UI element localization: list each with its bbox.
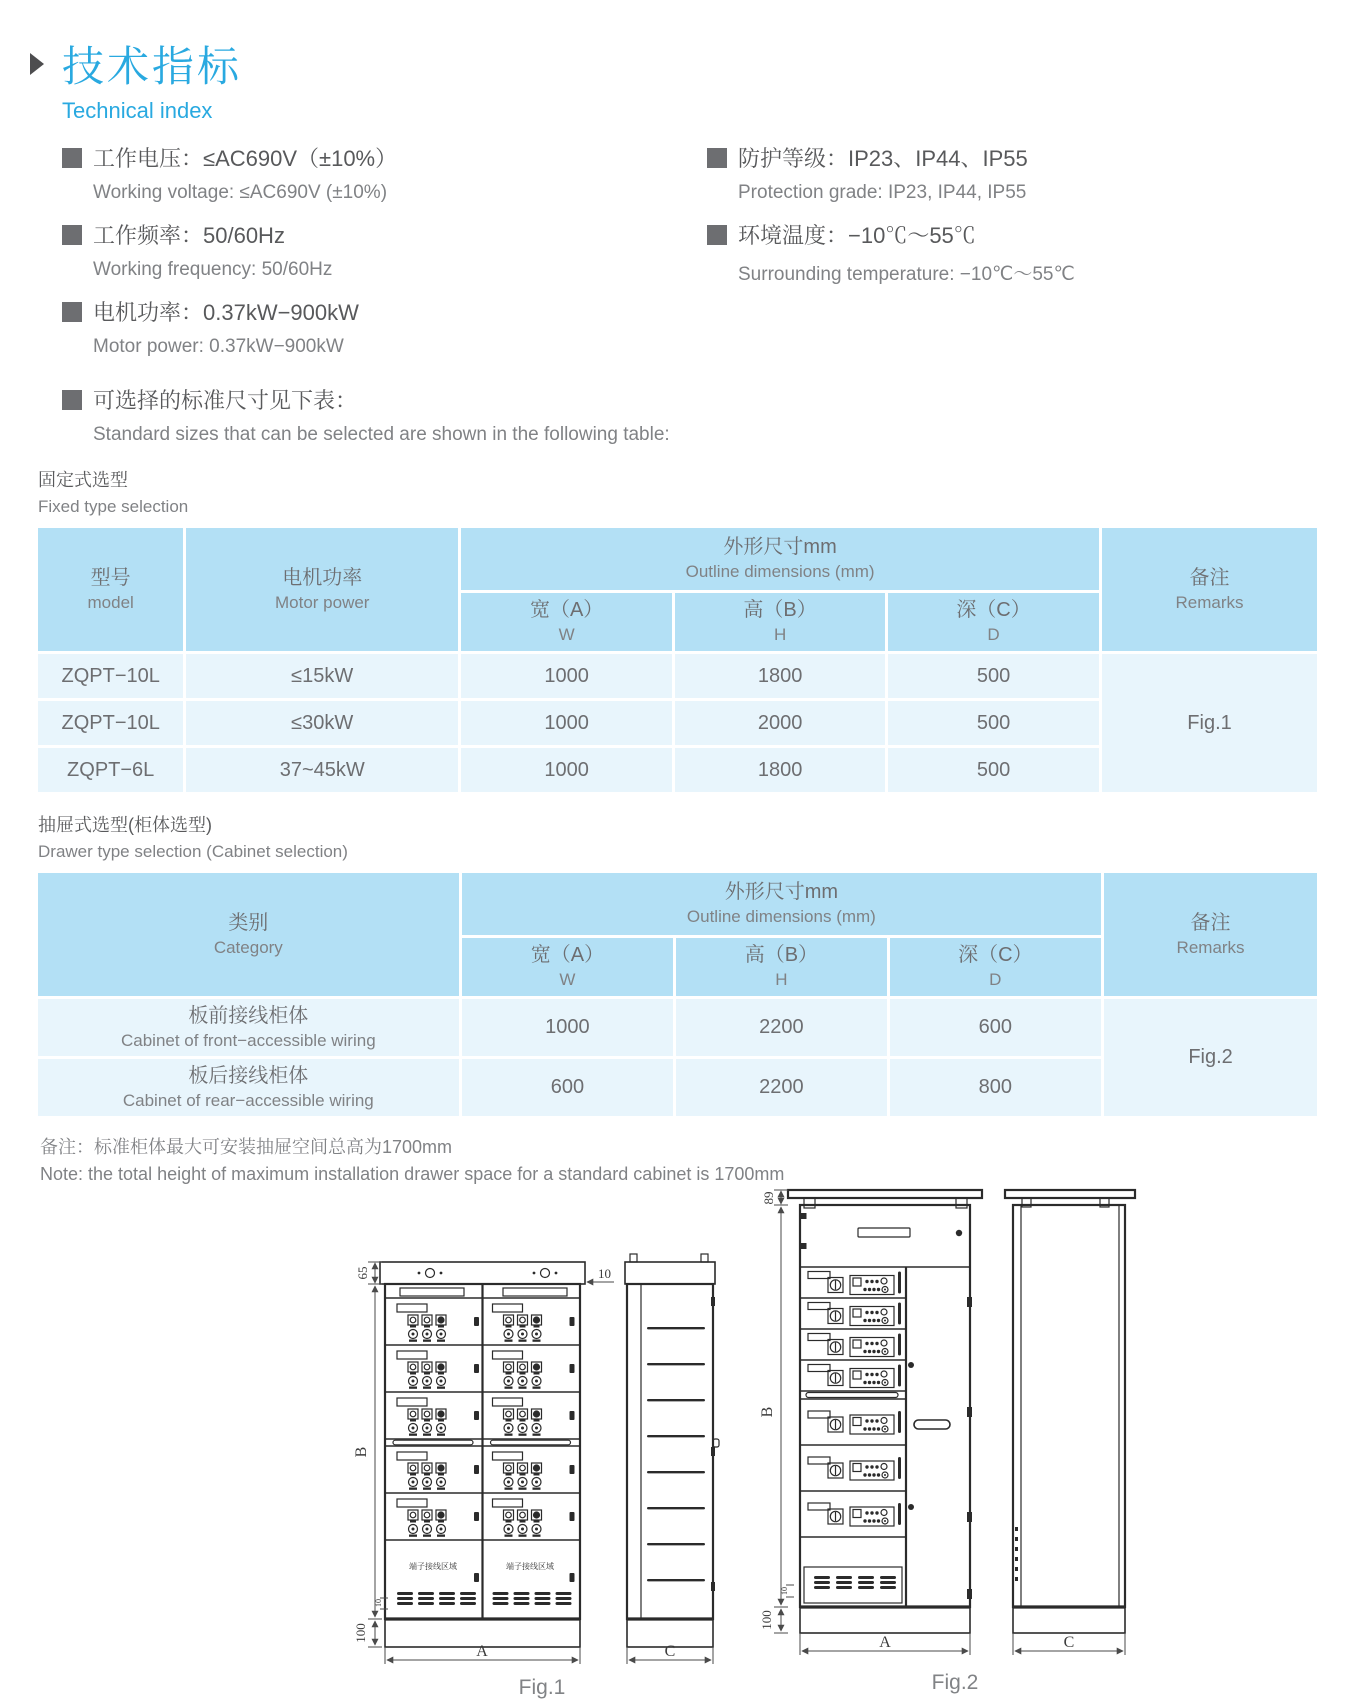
col-header-width: [461, 593, 672, 651]
drawer-section-en: Drawer type selection (Cabinet selection): [38, 842, 348, 861]
fig2-dim-C: C: [1063, 1634, 1075, 1651]
fixed-section-label: [38, 466, 1357, 517]
col-header-model: [38, 528, 183, 651]
power-header-en: Motor power: [274, 592, 370, 612]
spec-temperature-zh: 环境温度：−10℃～55℃: [738, 223, 976, 248]
cell-category-front: [38, 999, 459, 1056]
cell-height: 2200: [676, 1059, 886, 1116]
col-header-remarks: [1102, 528, 1317, 651]
fig2-dim-10-gap: 10: [780, 1587, 789, 1595]
col-header-category: [38, 873, 459, 996]
table-intro-zh: 可选择的标准尺寸见下表：: [93, 388, 358, 413]
fig2-dim-89: 89: [761, 1191, 776, 1205]
height-header-zh: 高（B）: [743, 599, 817, 622]
col-header-dimensions: [461, 528, 1099, 590]
category-en: Cabinet of front−accessible wiring: [120, 1030, 376, 1050]
fig2-dim-A: A: [879, 1634, 891, 1651]
category-en: Cabinet of rear−accessible wiring: [122, 1090, 374, 1110]
fixed-type-table: [35, 525, 1320, 795]
header: [0, 0, 1357, 124]
fig2-dimensions: [759, 1190, 970, 1655]
col-header-depth: [888, 593, 1099, 651]
title-arrow-icon: [30, 53, 44, 75]
height-header-en: H: [773, 625, 787, 645]
depth-header-zh: 深（C）: [958, 944, 1033, 967]
bullet-icon: [62, 390, 82, 410]
col-header-depth: [890, 938, 1102, 996]
bullet-icon: [62, 225, 82, 245]
spec-item-table-intro: [62, 384, 1357, 446]
fig1-dim-10-gap: 10: [374, 1599, 383, 1607]
col-header-width: [462, 938, 674, 996]
cell-height: 2200: [676, 999, 886, 1056]
cell-height: 1800: [675, 748, 885, 792]
spec-temperature-en: Surrounding temperature: −10℃～55℃: [738, 264, 1075, 285]
bullet-icon: [62, 148, 82, 168]
note-en: Note: the total height of maximum installation drawer space for a standard cabinet is 1700mm: [40, 1164, 785, 1184]
figure-2-drawing: [730, 1177, 1200, 1707]
spec-motor-power-en: Motor power: 0.37kW−900kW: [93, 336, 344, 357]
cell-category-rear: [38, 1059, 459, 1116]
dims-header-zh: 外形尺寸mm: [724, 881, 839, 904]
spec-column-right: [707, 142, 1075, 301]
cell-depth: 500: [888, 701, 1099, 745]
note-zh: 备注：标准柜体最大可安装抽屉空间总高为1700mm: [40, 1137, 453, 1157]
figure-1-drawing: [330, 1177, 770, 1707]
cell-model: ZQPT−10L: [38, 654, 183, 698]
cell-remark-fig1: Fig.1: [1102, 654, 1317, 792]
fig1-dim-65: 65: [355, 1266, 370, 1280]
depth-header-en: D: [987, 625, 1000, 645]
fig2-dim-100: 100: [759, 1610, 774, 1630]
fig1-dim-B: B: [353, 1446, 370, 1458]
cell-height: 1800: [675, 654, 885, 698]
depth-header-en: D: [989, 970, 1002, 990]
table-row: [38, 999, 1317, 1056]
spec-voltage-zh: 工作电压：≤AC690V（±10%）: [93, 146, 398, 171]
page-title: 技术指标: [62, 43, 243, 90]
col-header-height: [676, 938, 886, 996]
fig1-front-view: [380, 1262, 585, 1647]
category-header-zh: 类别: [228, 911, 269, 934]
spec-frequency-en: Working frequency: 50/60Hz: [93, 259, 333, 280]
remarks-header-zh: 备注: [1190, 911, 1231, 934]
cell-power: ≤15kW: [186, 654, 458, 698]
cell-depth: 500: [888, 654, 1099, 698]
cell-width: 1000: [461, 654, 672, 698]
fig2-caption: Fig.2: [931, 1671, 979, 1694]
cell-model: ZQPT−10L: [38, 701, 183, 745]
fixed-section-en: Fixed type selection: [38, 497, 189, 516]
dims-header-en: Outline dimensions (mm): [685, 562, 875, 582]
spec-list: [62, 142, 1357, 446]
cell-remark-fig2: Fig.2: [1104, 999, 1317, 1116]
fig1-dim-10-top: 10: [598, 1266, 611, 1281]
cell-width: 1000: [461, 701, 672, 745]
table-row: [38, 654, 1317, 698]
col-header-remarks: [1104, 873, 1317, 996]
spec-protection-en: Protection grade: IP23, IP44, IP55: [738, 182, 1027, 203]
fig1-dim-A: A: [476, 1643, 488, 1660]
fig1-terminal-label: 端子接线区域: [409, 1562, 457, 1571]
spec-item-motor-power: [62, 296, 1357, 358]
spec-protection-zh: 防护等级：IP23、IP44、IP55: [738, 146, 1028, 171]
category-header-en: Category: [213, 937, 283, 957]
power-header-zh: 电机功率: [282, 566, 363, 589]
width-header-en: W: [558, 625, 575, 645]
spec-voltage-en: Working voltage: ≤AC690V (±10%): [93, 182, 388, 203]
remarks-header-zh: 备注: [1189, 566, 1230, 589]
height-header-en: H: [775, 970, 788, 990]
bullet-icon: [707, 225, 727, 245]
spec-item-temperature: [707, 219, 1075, 286]
cell-model: ZQPT−6L: [38, 748, 183, 792]
cell-power: 37~45kW: [186, 748, 458, 792]
cell-height: 2000: [675, 701, 885, 745]
cell-width: 600: [462, 1059, 674, 1116]
width-header-zh: 宽（A）: [529, 599, 604, 622]
dims-header-en: Outline dimensions (mm): [686, 907, 876, 927]
cell-power: ≤30kW: [186, 701, 458, 745]
col-header-power: [186, 528, 458, 651]
category-zh: 板后接线柜体: [188, 1064, 309, 1087]
fig2-front-view: [788, 1190, 982, 1633]
cell-depth: 500: [888, 748, 1099, 792]
fig1-side-view: [625, 1254, 719, 1664]
spec-motor-power-zh: 电机功率：0.37kW−900kW: [93, 300, 359, 325]
fig1-dim-C: C: [664, 1643, 676, 1660]
col-header-dimensions: [462, 873, 1101, 935]
model-header-en: model: [87, 592, 134, 612]
page-subtitle: Technical index: [62, 98, 213, 123]
height-header-zh: 高（B）: [744, 944, 819, 967]
figures: [0, 1177, 1357, 1707]
table-intro-en: Standard sizes that can be selected are shown in the following table:: [93, 424, 670, 445]
width-header-en: W: [559, 970, 576, 990]
remarks-header-en: Remarks: [1176, 937, 1245, 957]
bullet-icon: [707, 148, 727, 168]
fig1-terminal-label: 端子接线区域: [506, 1562, 554, 1571]
dims-header-zh: 外形尺寸mm: [723, 536, 837, 559]
bullet-icon: [62, 302, 82, 322]
cell-depth: 800: [890, 1059, 1102, 1116]
fixed-section-zh: 固定式选型: [38, 470, 128, 490]
drawer-section-label: [38, 811, 1357, 862]
drawer-section-zh: 抽屉式选型(柜体选型): [38, 815, 212, 835]
model-header-zh: 型号: [90, 566, 131, 589]
drawer-type-table: [35, 870, 1320, 1119]
spec-frequency-zh: 工作频率：50/60Hz: [93, 223, 285, 248]
cell-width: 1000: [462, 999, 674, 1056]
cell-depth: 600: [890, 999, 1102, 1056]
fig1-caption: Fig.1: [518, 1676, 566, 1699]
remarks-header-en: Remarks: [1175, 592, 1244, 612]
category-zh: 板前接线柜体: [188, 1004, 309, 1027]
fig2-side-view: [1005, 1190, 1135, 1655]
cell-width: 1000: [461, 748, 672, 792]
fig2-dim-B: B: [759, 1406, 776, 1418]
fig1-dim-100: 100: [353, 1623, 368, 1643]
width-header-zh: 宽（A）: [530, 944, 605, 967]
depth-header-zh: 深（C）: [956, 599, 1031, 622]
spec-item-protection: [707, 142, 1075, 204]
col-header-height: [675, 593, 885, 651]
